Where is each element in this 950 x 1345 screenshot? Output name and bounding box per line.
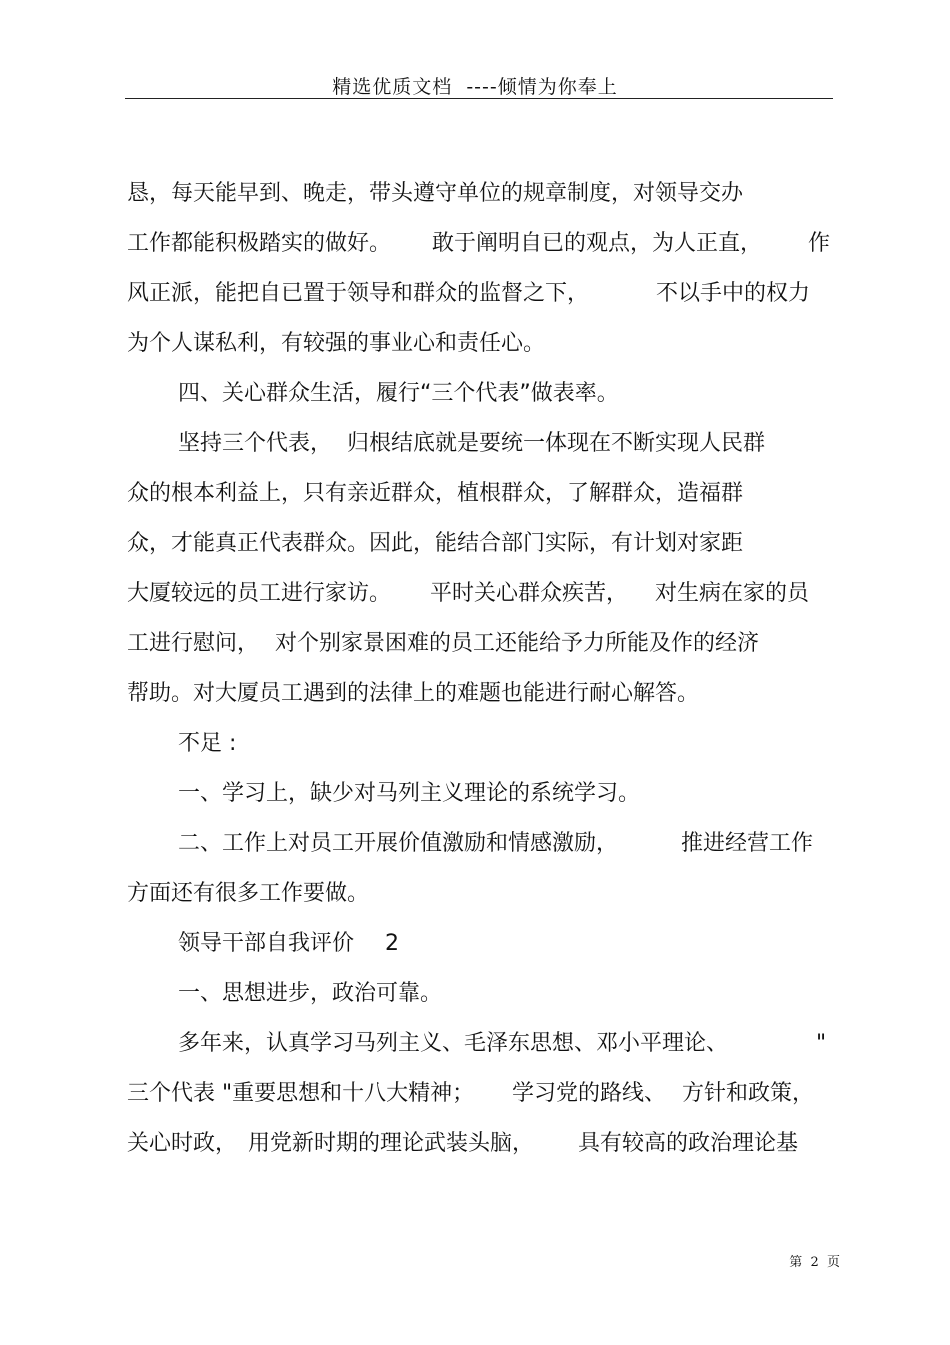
text-segment: 帮助。对大厦员工遇到的法律上的难题也能进行耐心解答。 xyxy=(127,681,700,706)
text-segment: 为个人谋私利，有较强的事业心和责任心。 xyxy=(127,331,546,356)
body-line xyxy=(0,676,950,712)
body-line xyxy=(0,176,950,212)
text-segment: 二、工作上对员工开展价值激励和情感激励， xyxy=(178,831,619,856)
text-segment: 作 xyxy=(808,231,831,256)
text-segment: 四、关心群众生活，履行“三个代表”做表率。 xyxy=(178,381,619,406)
text-segment: 2 xyxy=(385,931,399,956)
text-segment: 具有较高的政治理论基 xyxy=(578,1131,799,1156)
body-line xyxy=(0,1076,950,1112)
text-segment: 三个代表 "重要思想和十八大精神； xyxy=(127,1081,475,1106)
text-segment: 一、思想进步，政治可靠。 xyxy=(178,981,443,1006)
body-line xyxy=(0,526,950,562)
text-segment: 关心时政， xyxy=(127,1131,238,1156)
body-line xyxy=(0,226,950,262)
page-number: 第 2 页 xyxy=(789,1255,840,1270)
text-segment: 领导干部自我评价 xyxy=(178,931,355,956)
text-segment: 方面还有很多工作要做。 xyxy=(127,881,370,906)
body-line xyxy=(0,326,950,362)
text-segment: 众的根本利益上，只有亲近群众，植根群众，了解群众，造福群 xyxy=(127,481,744,506)
body-line xyxy=(0,876,950,912)
body-line xyxy=(0,426,950,462)
text-segment: 学习党的路线、 xyxy=(512,1081,667,1106)
text-segment: 敢于阐明自已的观点，为人正直， xyxy=(432,231,763,256)
body-line xyxy=(0,576,950,612)
body-line xyxy=(0,1026,950,1062)
text-segment: 多年来，认真学习马列主义、毛泽东思想、邓小平理论、 xyxy=(178,1031,729,1056)
text-segment: 工进行慰问， xyxy=(127,631,260,656)
body-line xyxy=(0,276,950,312)
text-segment: " xyxy=(816,1031,827,1056)
text-segment: 众，才能真正代表群众。因此，能结合部门实际，有计划对家距 xyxy=(127,531,744,556)
body-line xyxy=(0,926,950,962)
body-line xyxy=(0,776,950,812)
text-segment: 恳，每天能早到、晚走，带头遵守单位的规章制度，对领导交办 xyxy=(127,181,744,206)
text-segment: 工作都能积极踏实的做好。 xyxy=(127,231,392,256)
body-line xyxy=(0,476,950,512)
text-segment: 一、学习上，缺少对马列主义理论的系统学习。 xyxy=(178,781,641,806)
text-segment: 归根结底就是要统一体现在不断实现人民群 xyxy=(347,431,766,456)
text-segment: 坚持三个代表， xyxy=(178,431,333,456)
text-segment: 不足 : xyxy=(178,731,237,756)
body-line xyxy=(0,976,950,1012)
header-divider xyxy=(125,98,833,99)
body-line xyxy=(0,826,950,862)
text-segment: 不以手中的权力 xyxy=(656,281,811,306)
text-segment: 风正派，能把自已置于领导和群众的监督之下， xyxy=(127,281,590,306)
text-segment: 推进经营工作 xyxy=(681,831,814,856)
text-segment: 平时关心群众疾苦， xyxy=(430,581,629,606)
text-segment: 对个别家景困难的员工还能给予力所能及作的经济 xyxy=(275,631,760,656)
text-segment: 方针和政策， xyxy=(682,1081,815,1106)
body-line xyxy=(0,1126,950,1162)
body-line xyxy=(0,726,950,762)
page-header-title: 精选优质文档 ----倾情为你奉上 xyxy=(332,76,618,98)
text-segment: 对生病在家的员 xyxy=(655,581,810,606)
body-line xyxy=(0,376,950,412)
body-line xyxy=(0,626,950,662)
text-segment: 用党新时期的理论武装头脑， xyxy=(248,1131,535,1156)
text-segment: 大厦较远的员工进行家访。 xyxy=(127,581,392,606)
